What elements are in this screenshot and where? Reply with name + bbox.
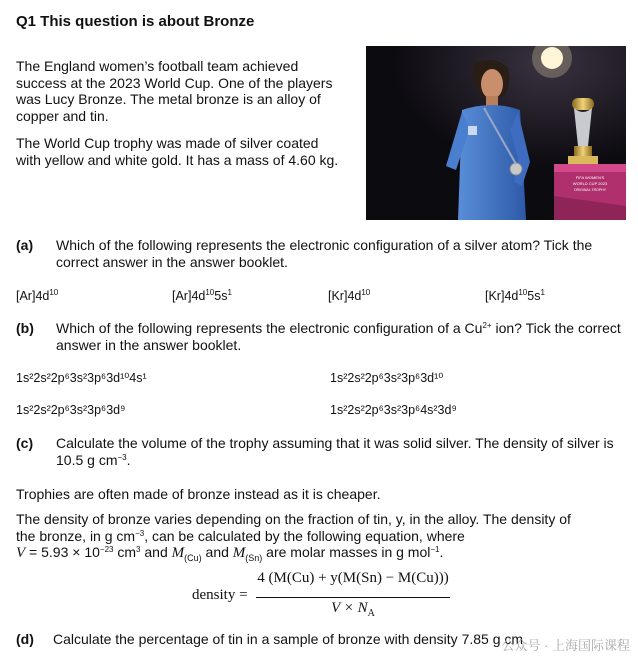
option-b3[interactable]: 1s²2s²2p⁶3s²3p⁶3d⁹ xyxy=(16,403,126,417)
question-c-label: (c) xyxy=(16,435,34,451)
banner-line-1: FIFA WOMEN'S xyxy=(575,175,605,180)
option-b2[interactable]: 1s²2s²2p⁶3s²3p⁶3d¹⁰ xyxy=(330,371,444,385)
question-d-text: Calculate the percentage of tin in a sample of bronze with density 7.85 g cm xyxy=(53,631,524,647)
banner-line-3: ORIGINAL TROPHY xyxy=(573,188,607,192)
equation-lhs: density = xyxy=(192,587,248,603)
question-title: Q1 This question is about Bronze xyxy=(16,13,255,30)
option-a1[interactable]: $[Ar]4d^{10}$ xyxy=(16,288,59,303)
option-b1[interactable]: 1s²2s²2p⁶3s²3p⁶3d¹⁰4s¹ xyxy=(16,371,147,385)
option-a4[interactable]: $[Kr]4d^{10}5s^1$ xyxy=(485,288,545,303)
question-b-label: (b) xyxy=(16,320,34,336)
watermark: 公众号 · 上海国际课程 xyxy=(501,638,630,653)
option-a3[interactable]: $[Kr]4d^{10}$ xyxy=(328,288,371,303)
question-c-text: Calculate the volume of the trophy assuming that it was solid silver. The density of silver is 10.5 g $cm^{-3}$. xyxy=(56,435,614,468)
lucy-bronze-photo xyxy=(366,46,626,220)
density-line-1: The density of bronze varies depending on the fraction of tin, y, in the alloy. The density of xyxy=(16,511,571,527)
intro-paragraph-2: The World Cup trophy was made of silver coated with yellow and white gold. It has a mass of 4.60 kg. xyxy=(16,135,339,168)
intro-paragraph-1: The England women’s football team achieved success at the 2023 World Cup. One of the players was Lucy Bronze. The metal bronze is an alloy of copper and tin. xyxy=(16,58,333,124)
density-line-2: the bronze, in g $cm^{-3}$, can be calculated by the following equation, where xyxy=(16,527,465,544)
option-a2[interactable]: $[Ar]4d^{10}5s^1$ xyxy=(172,288,232,303)
question-b-text: Which of the following represents the electronic configuration of a $Cu^{2+}$ ion? Tick the correct answer in the answer booklet. xyxy=(56,320,621,353)
photo-illustration xyxy=(366,46,626,220)
question-a-label: (a) xyxy=(16,237,34,253)
equation-denominator: $V \times N_A$ xyxy=(331,600,375,619)
equation-numerator: 4 (M(Cu) + y(M(Sn) − M(Cu))) xyxy=(257,570,449,586)
banner-line-2: WORLD CUP 2023 xyxy=(572,181,608,186)
option-b4[interactable]: 1s²2s²2p⁶3s²3p⁶4s²3d⁹ xyxy=(330,403,457,417)
trophies-paragraph: Trophies are often made of bronze instead as it is cheaper. xyxy=(16,486,381,502)
question-d-label: (d) xyxy=(16,631,34,647)
question-a-text: Which of the following represents the electronic configuration of a silver atom? Tick the correct answer in the answer booklet. xyxy=(56,237,593,270)
density-line-3: $V = 5.93 \times 10^{-23}$ $cm^3$ and $M_{(Cu)}$ and $M_{(Sn)}$ are molar masses in g mol$^{-1}$. xyxy=(16,544,444,563)
fraction-bar xyxy=(256,597,450,598)
density-paragraph xyxy=(16,511,622,566)
